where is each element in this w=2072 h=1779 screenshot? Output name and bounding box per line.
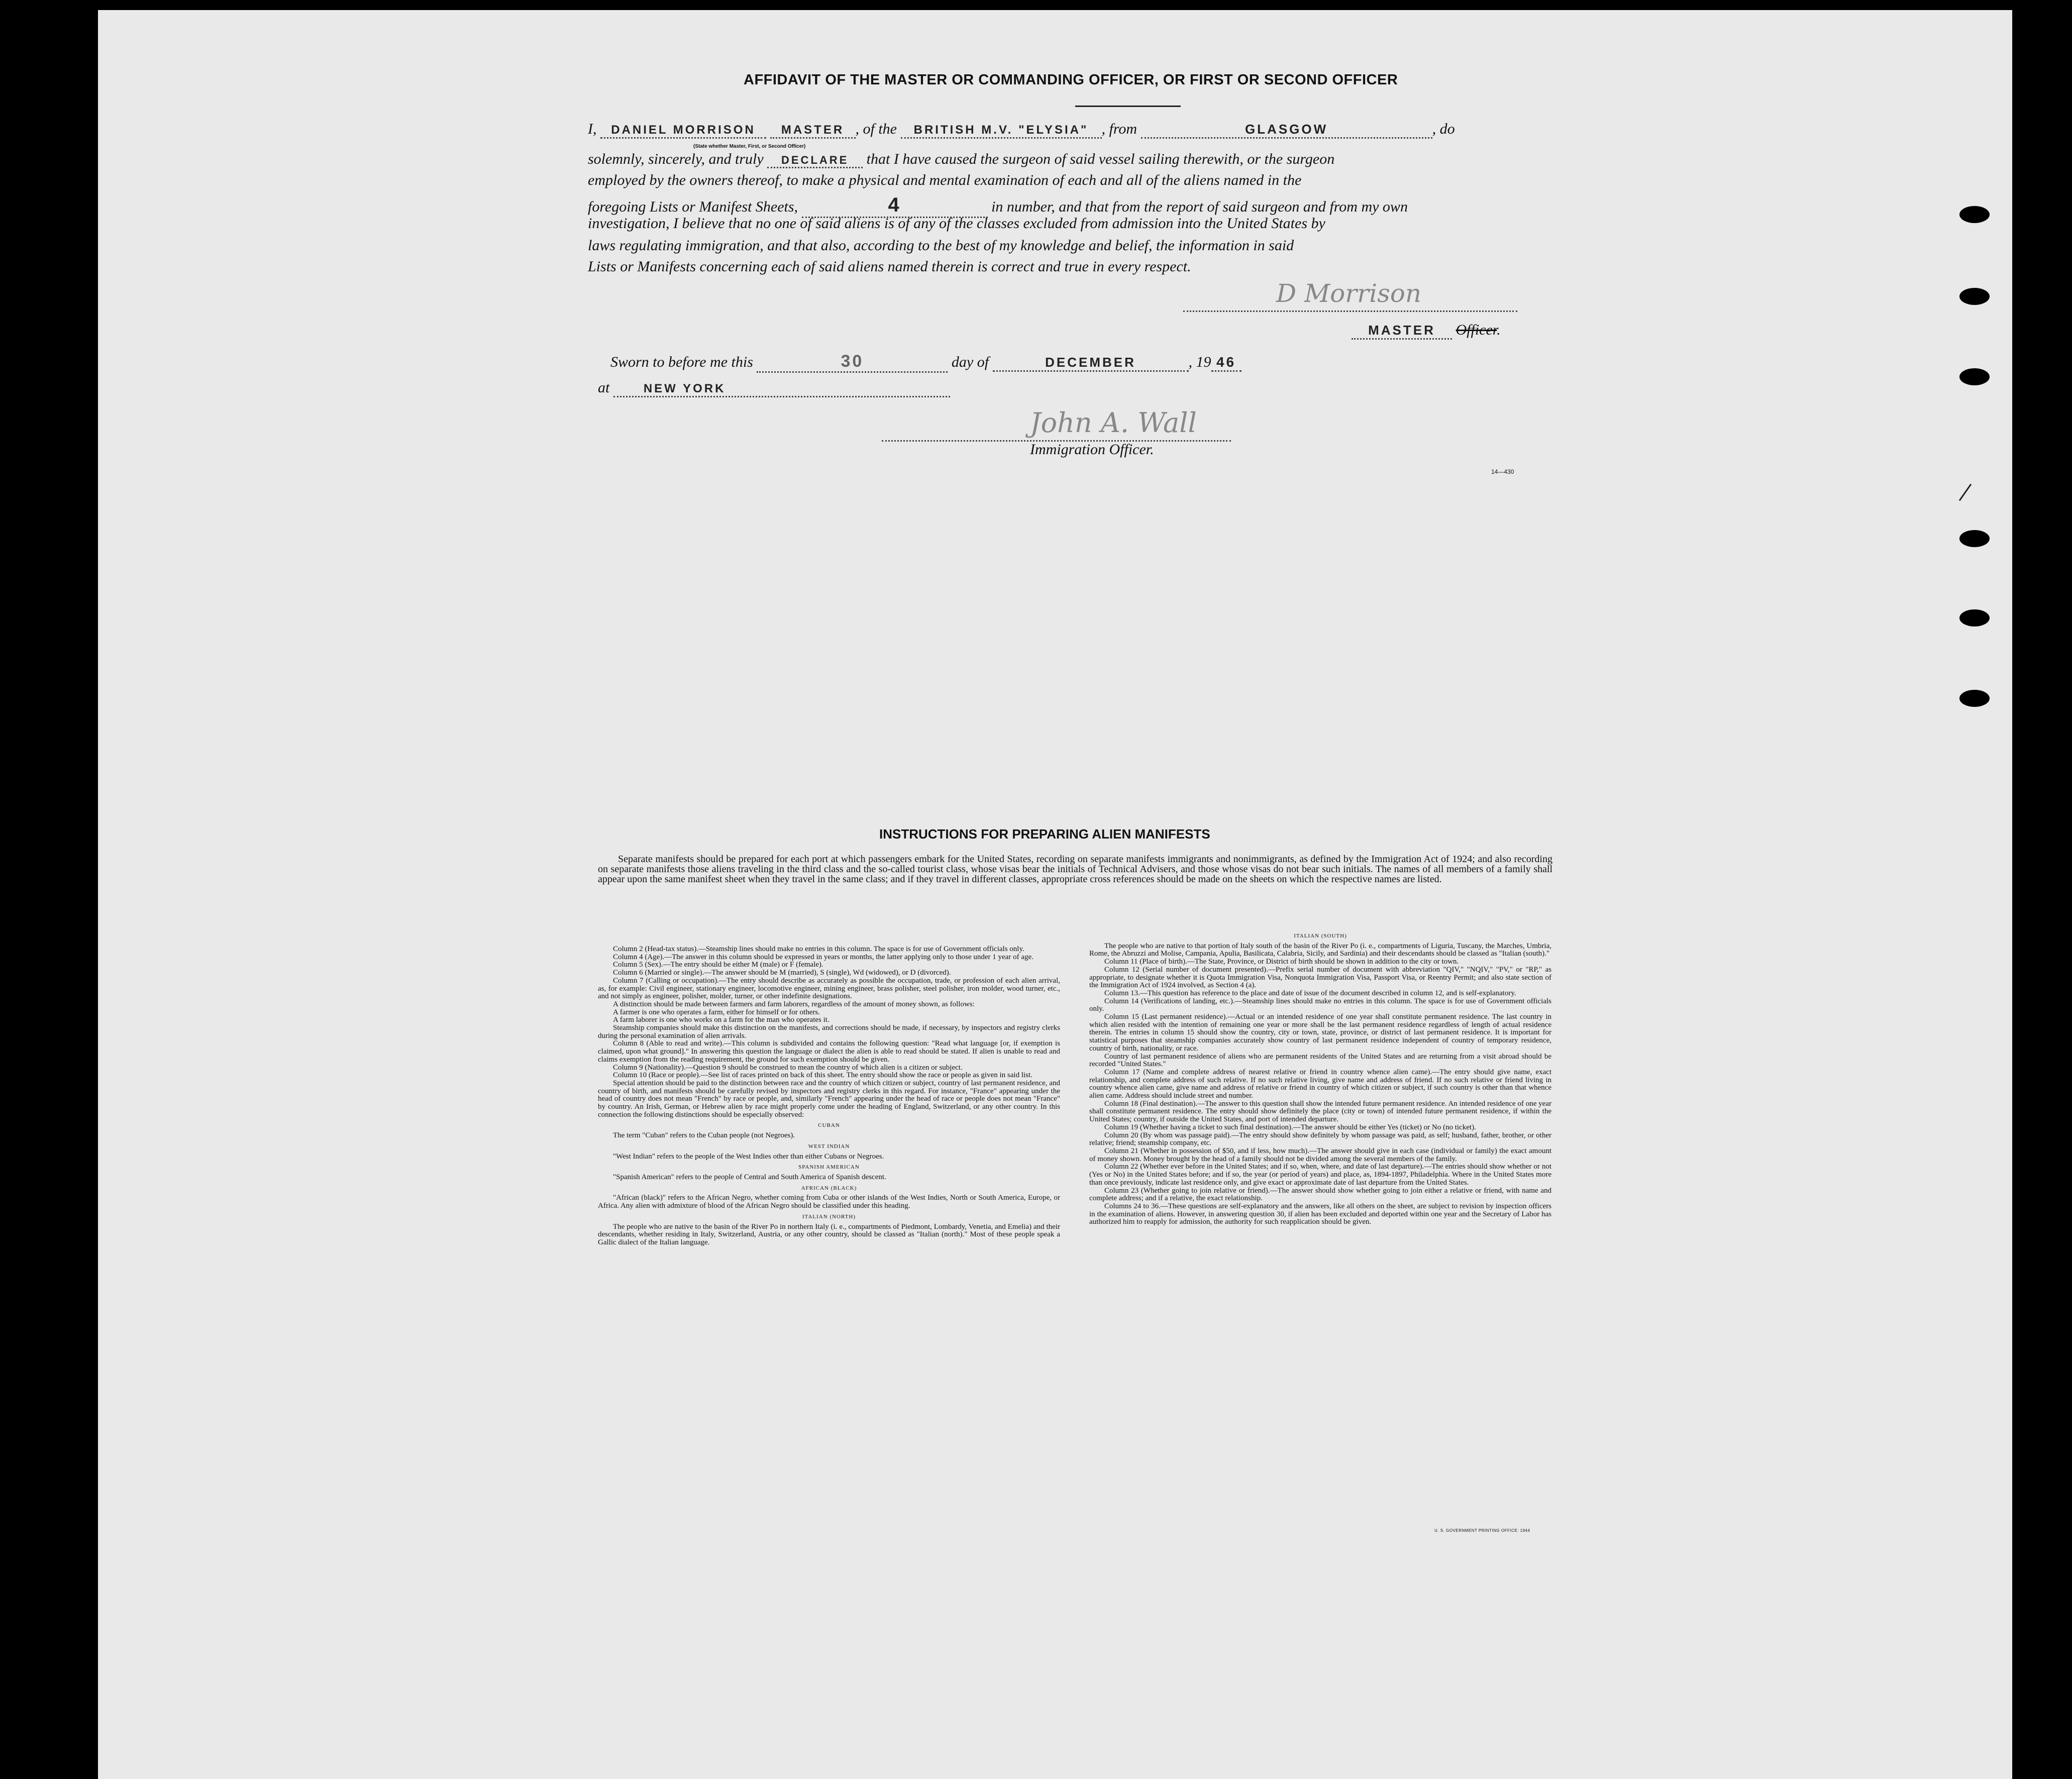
- instructions-intro: Separate manifests should be prepared for each port at which passengers embark for the United States, recording on separate manifests immigrants and nonimmigrants, as defined by the Immigration Act of 1924; and also recording on separate manifests those aliens traveling in the third class and the so-called tourist class, whose visas bear the initials of Technical Advisers, and those whose visas do not bear such initials. The names of all members of a family shall appear upon the same manifest sheet when they travel in the same class; and if they travel in different classes, appropriate cross references should be made on the sheets on which the respective names are listed.: [598, 854, 1552, 885]
- master-caption: MASTER Officer.: [1352, 322, 1501, 340]
- instructions-right-column: ITALIAN (SOUTH) The people who are native to that portion of Italy south of the basin of the River Po (i. e., compartments of Liguria, Tuscany, the Marches, Umbria, Rome, the Abruzzi and Molise, Campania, Apulia, Basilicata, Calabria, Sicily, and Sardinia) and their descendants should be classed as "Italian (south)." Column 11 (Place of birth).—The State, Province, or District of birth should be shown in addition to the city or town. Column 12 (Serial number of document presented).—Prefix serial number of document with abbreviation "QIV," "NQIV," "PV," or "RP," as appropriate, to designate whether it is Quota Immigration Visa, Nonquota Immigration Visa, Passport Visa, or Reentry Permit; and also state section of the Immigration Act of 1924 involved, as Section 4 (a). Column 13.—This question has reference to the place and date of issue of the document described in column 12, and is self-explanatory. Column 14 (Verifications of landing, etc.).—Steamship lines should make no entries in this column. The space is for use of Government officials only. Column 15 (Last permanent residence).—Actual or an intended residence of one year shall constitute permanent residence. The last country in which alien resided with the intention of remaining one year or more shall be the last permanent residence regardless of length of actual residence therein. The entries in column 15 should show the country, city or town, state, province, or district of last permanent residence. It is important for statistical purposes that steamship companies accurately show country of last permanent residence independent of country of temporary residence, country of birth, nationality, or race. Country of last permanent residence of aliens who are permanent residents of the United States and are returning from a visit abroad should be recorded "United States." Column 17 (Name and complete address of nearest relative or friend in country whence alien came).—The entry should give name, exact relationship, and complete address of such relative. If no such relative living, give name and address of friend. If no such relative or friend living in country whence alien came, give name and address of relative or friend in country of which citizen or subject, if such country is other than that whence alien came. Address should include street and number. Column 18 (Final destination).—The answer to this question shall show the intended future permanent residence. An intended residence of one year shall constitute permanent residence. The entry should show definitely the place (city or town) of intended future permanent residence, if within the United States; country, if outside the United States, and port of intended departure. Column 19 (Whether having a ticket to such final destination).—The answer should be either Yes (ticket) or No (no ticket). Column 20 (By whom was passage paid).—The entry should show definitely by whom passage was paid, as self; husband, father, brother, or other relative; friend; steamship company, etc. Column 21 (Whether in possession of $50, and if less, how much).—The answer should give in each case (individual or family) the exact amount of money shown. Money brought by the head of a family should not be divided among the several members of the family. Column 22 (Whether ever before in the United States; and if so, when, where, and date of last departure).—The entries should show whether or not (Yes or No) in the United States before; and if so, the year (or period of years) and place, as, 1894-1897, Philadelphia. Where in the United States more than once previously, indicate last residence only, and give exact or approximate date of last departure from the United States. Column 23 (Whether going to join relative or friend).—The answer should show whether going to join either a relative or friend, with name and complete address; and if a relative, the exact relationship. Columns 24 to 36.—These questions are self-explanatory and the answers, like all others on the sheet, are subject to revision by inspection officers in the examination of aliens. However, in answering question 30, if alien has been excluded and deported within one year and the Secretary of Labor has authorized him to reapply for admission, the authority for such reapplication should be given.: [1089, 933, 1551, 1226]
- printer-imprint: U. S. GOVERNMENT PRINTING OFFICE: 1944: [1434, 1528, 1530, 1533]
- master-signature: D Morrison: [1276, 279, 1422, 308]
- binder-hole: [1959, 609, 1990, 626]
- port-field: GLASGOW: [1141, 122, 1432, 139]
- officer-caption: Immigration Officer.: [1030, 441, 1154, 458]
- binder-hole: [1959, 206, 1990, 223]
- heading-cuban: CUBAN: [818, 1122, 840, 1129]
- binder-hole: [1959, 288, 1990, 305]
- affidavit-line-4: foregoing Lists or Manifest Sheets, 4 in number, and that from the report of said surgeon and from my own: [588, 194, 1408, 218]
- sworn-day-field: 30: [757, 352, 948, 373]
- affidavit-line-7: Lists or Manifests concerning each of said aliens named therein is correct and true in every respect.: [588, 258, 1191, 275]
- binder-hole: [1959, 530, 1990, 547]
- affidavit-line-5: investigation, I believe that no one of said aliens is of any of the classes excluded from admission into the United States by: [588, 215, 1325, 232]
- sheets-count-field: 4: [802, 194, 988, 218]
- vessel-field: BRITISH M.V. "ELYSIA": [901, 123, 1102, 139]
- declare-field: DECLARE: [767, 154, 863, 168]
- heading-italian-south: ITALIAN (SOUTH): [1294, 933, 1347, 939]
- affidavit-title: AFFIDAVIT OF THE MASTER OR COMMANDING OFFICER, OR FIRST OR SECOND OFFICER: [744, 72, 1398, 88]
- heading-african: AFRICAN (BLACK): [801, 1185, 857, 1191]
- instructions-title: INSTRUCTIONS FOR PREPARING ALIEN MANIFESTS: [879, 826, 1210, 842]
- place-field: NEW YORK: [613, 382, 950, 397]
- affidavit-line-2: solemnly, sincerely, and truly DECLARE that I have caused the surgeon of said vessel sailing therewith, or the surgeon: [588, 151, 1335, 167]
- binder-hole: [1959, 368, 1990, 385]
- master-signature-line: [1183, 310, 1517, 312]
- document-page: [98, 10, 2012, 1779]
- heading-west-indian: WEST INDIAN: [808, 1143, 850, 1149]
- sworn-year-field: 46: [1211, 354, 1241, 372]
- binder-hole: [1959, 690, 1990, 707]
- heading-italian-north: ITALIAN (NORTH): [802, 1213, 856, 1220]
- affidavit-line-6: laws regulating immigration, and that also, according to the best of my knowledge and belief, the information in said: [588, 237, 1294, 254]
- rank-field: MASTER: [770, 123, 856, 139]
- immigration-officer-signature: John A. Wall: [1030, 407, 1197, 439]
- sworn-month-field: DECEMBER: [993, 355, 1189, 372]
- master-name-field: DANIEL MORRISON: [600, 123, 766, 139]
- title-rule: [1075, 106, 1181, 107]
- form-number: 14—430: [1491, 468, 1514, 475]
- instructions-left-column: Column 2 (Head-tax status).—Steamship lines should make no entries in this column. The space is for use of Government officials only. Column 4 (Age).—The answer in this column should be expressed in years or months, the latter applying only to those under 1 year of age. Column 5 (Sex).—The entry should be either M (male) or F (female). Column 6 (Married or single).—The answer should be M (married), S (single), Wd (widowed), or D (divorced). Column 7 (Calling or occupation).—The entry should describe as accurately as possible the occupation, trade, or profession of each alien arrival, as, for example: Civil engineer, stationary engineer, locomotive engineer, mining engineer, brass polisher, steel polisher, iron molder, wood turner, etc., and not simply as engineer, polisher, molder, turner, or other indefinite designations. A distinction should be made between farmers and farm laborers, regardless of the amount of money shown, as follows: A farmer is one who operates a farm, either for himself or for others. A farm laborer is one who works on a farm for the man who operates it. Steamship companies should make this distinction on the manifests, and corrections should be made, if necessary, by inspectors and registry clerks during the personal examination of alien arrivals. Column 8 (Able to read and write).—This column is subdivided and contains the following question: "Read what language [or, if exemption is claimed, upon what ground]." In answering this question the language or dialect the alien is able to read should be stated. If alien is unable to read and claims exemption from the reading requirement, the ground for such exemption should be given. Column 9 (Nationality).—Question 9 should be construed to mean the country of which alien is a citizen or subject. Column 10 (Race or people).—See list of races printed on back of this sheet. The entry should show the race or people as given in said list. Special attention should be paid to the distinction between race and the country of which citizen or subject, country of last permanent residence, and country of birth, and manifests should be carefully revised by inspectors and registry clerks in this regard. For instance, "France" appearing under the head of country does not mean "French" by race or people, and, similarly "French" appearing under the head of race or people does not mean "France" by country. An Irish, German, or Hebrew alien by race might properly come under the heading of England, Switzerland, or any other country. In this connection the following distinctions should be especially observed: CUBAN The term "Cuban" refers to the Cuban people (not Negroes). WEST INDIAN "West Indian" refers to the people of the West Indies other than either Cubans or Negroes. SPANISH AMERICAN "Spanish American" refers to the people of Central and South America of Spanish descent. AFRICAN (BLACK) "African (black)" refers to the African Negro, whether coming from Cuba or other islands of the West Indies, North or South America, Europe, or Africa. Any alien with admixture of blood of the African Negro should be classified under this heading. ITALIAN (NORTH) The people who are native to the basin of the River Po in northern Italy (i. e., compartments of Piedmont, Lombardy, Venetia, and Emelia) and their descendants, whether residing in Italy, Switzerland, Austria, or any other country, should be classed as "Italian (north)." Most of these people speak a Gallic dialect of the Italian language.: [598, 945, 1060, 1246]
- affidavit-line-1: I, DANIEL MORRISON MASTER , of the BRITISH M.V. "ELYSIA" , from GLASGOW , do: [588, 121, 1455, 139]
- sworn-line: Sworn to before me this 30 day of DECEMBER , 19 46: [610, 352, 1241, 373]
- heading-spanish-american: SPANISH AMERICAN: [798, 1164, 860, 1171]
- state-note: (State whether Master, First, or Second Officer): [693, 144, 806, 149]
- place-line: at NEW YORK: [598, 379, 950, 397]
- affidavit-line-3: employed by the owners thereof, to make a physical and mental examination of each and all of the aliens named in the: [588, 172, 1302, 188]
